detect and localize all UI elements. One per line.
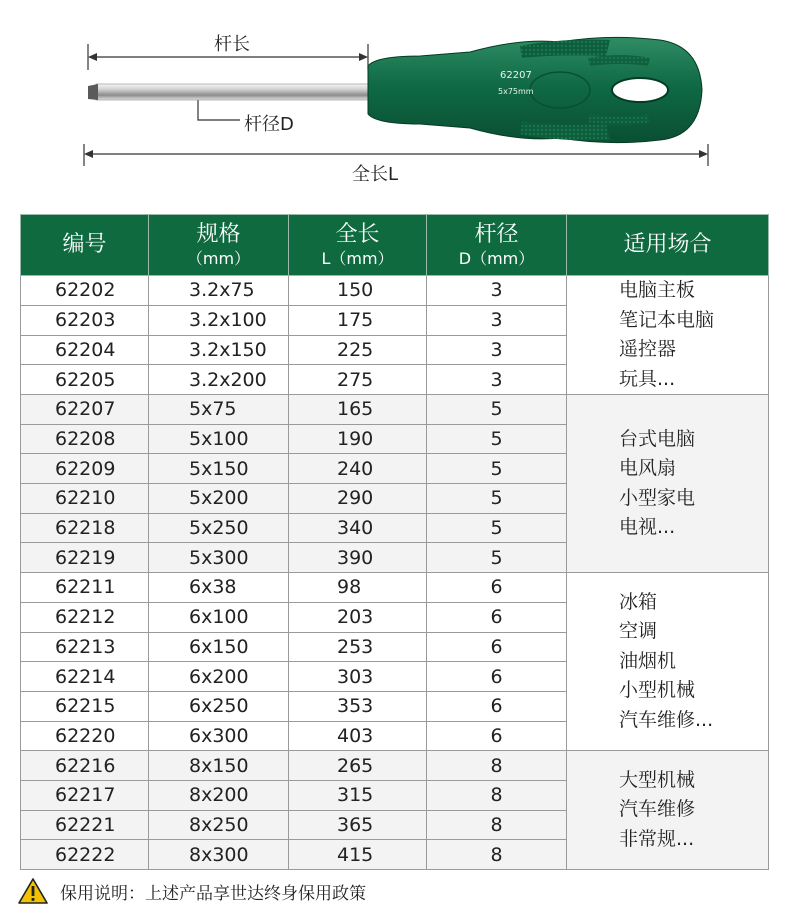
header-diameter [427, 215, 567, 276]
table-row [21, 276, 769, 306]
spec-cell: 6x200 [149, 662, 289, 692]
diameter-cell: 6 [427, 602, 567, 632]
header-main: 适用场合 [623, 231, 712, 257]
header-main: 全长 [335, 221, 380, 247]
diameter-cell: 5 [427, 484, 567, 514]
header-sub: L（mm） [321, 249, 394, 269]
code-cell: 62212 [21, 602, 149, 632]
table-row [21, 751, 769, 781]
spec-cell: 6x38 [149, 573, 289, 603]
length-cell: 225 [289, 335, 427, 365]
diameter-cell: 5 [427, 424, 567, 454]
length-cell: 353 [289, 691, 427, 721]
usage-cell [567, 276, 769, 395]
length-cell: 340 [289, 513, 427, 543]
code-cell: 62204 [21, 335, 149, 365]
usage-item: 非常规... [619, 827, 695, 850]
usage-item: 遥控器 [619, 338, 677, 360]
warning-icon [18, 877, 48, 905]
code-cell: 62215 [21, 691, 149, 721]
header-usage [567, 215, 769, 276]
usage-cell [567, 573, 769, 751]
screwdriver-shaft [88, 84, 368, 100]
spec-cell: 5x150 [149, 454, 289, 484]
spec-cell: 5x75 [149, 395, 289, 425]
length-cell: 365 [289, 810, 427, 840]
length-cell: 175 [289, 305, 427, 335]
length-cell: 253 [289, 632, 427, 662]
diameter-cell: 6 [427, 721, 567, 751]
total-length-label: 全长L [352, 164, 399, 185]
spec-cell: 8x150 [149, 751, 289, 781]
code-cell: 62217 [21, 780, 149, 810]
code-cell: 62202 [21, 276, 149, 306]
usage-item: 空调 [619, 620, 658, 643]
diameter-cell: 5 [427, 543, 567, 573]
code-cell: 62205 [21, 365, 149, 395]
usage-item: 电脑主板 [619, 279, 696, 301]
usage-item: 电视... [619, 516, 676, 539]
screwdriver-handle [368, 37, 702, 142]
handle-spec-text: 5x75mm [498, 87, 534, 96]
spec-cell: 8x200 [149, 780, 289, 810]
spec-cell: 3.2x200 [149, 365, 289, 395]
usage-item: 笔记本电脑 [619, 308, 715, 331]
diameter-cell: 8 [427, 840, 567, 870]
length-cell: 240 [289, 454, 427, 484]
length-cell: 190 [289, 424, 427, 454]
header-sub: D（mm） [458, 249, 535, 269]
table-header [21, 215, 769, 276]
code-cell: 62220 [21, 721, 149, 751]
diameter-cell: 5 [427, 513, 567, 543]
header-spec [149, 215, 289, 276]
spec-cell: 8x250 [149, 810, 289, 840]
spec-cell: 3.2x75 [149, 276, 289, 306]
usage-item: 油烟机 [619, 649, 677, 672]
diameter-cell: 8 [427, 780, 567, 810]
diameter-cell: 6 [427, 573, 567, 603]
spec-cell: 3.2x100 [149, 305, 289, 335]
diameter-cell: 3 [427, 365, 567, 395]
code-cell: 62211 [21, 573, 149, 603]
usage-item: 台式电脑 [619, 427, 696, 450]
diameter-cell: 8 [427, 751, 567, 781]
length-cell: 403 [289, 721, 427, 751]
diameter-cell: 5 [427, 454, 567, 484]
diameter-cell: 3 [427, 305, 567, 335]
length-cell: 415 [289, 840, 427, 870]
code-cell: 62222 [21, 840, 149, 870]
usage-item: 汽车维修... [619, 708, 714, 731]
usage-item: 小型家电 [619, 486, 696, 509]
spec-cell: 5x100 [149, 424, 289, 454]
spec-cell: 3.2x150 [149, 335, 289, 365]
code-cell: 62216 [21, 751, 149, 781]
spec-cell: 8x300 [149, 840, 289, 870]
length-cell: 290 [289, 484, 427, 514]
spec-table [20, 214, 769, 870]
diameter-cell: 6 [427, 662, 567, 692]
usage-cell [567, 751, 769, 870]
handle-model-text: 62207 [500, 70, 532, 81]
usage-item: 汽车维修 [619, 798, 696, 821]
length-cell: 315 [289, 780, 427, 810]
spec-cell: 5x200 [149, 484, 289, 514]
code-cell: 62207 [21, 395, 149, 425]
diameter-cell: 6 [427, 691, 567, 721]
header-length [289, 215, 427, 276]
code-cell: 62219 [21, 543, 149, 573]
table-row [21, 573, 769, 603]
code-cell: 62221 [21, 810, 149, 840]
diameter-cell: 6 [427, 632, 567, 662]
spec-cell: 6x300 [149, 721, 289, 751]
spec-cell: 5x300 [149, 543, 289, 573]
code-cell: 62208 [21, 424, 149, 454]
diameter-cell: 8 [427, 810, 567, 840]
rod-diameter-label: 杆径D [244, 114, 294, 135]
usage-cell [567, 395, 769, 573]
usage-item: 玩具... [619, 367, 676, 390]
header-main: 编号 [62, 231, 107, 257]
header-sub: （mm） [186, 249, 251, 269]
header-main: 杆径 [474, 221, 519, 247]
spec-cell: 6x250 [149, 691, 289, 721]
spec-cell: 6x150 [149, 632, 289, 662]
spec-cell: 5x250 [149, 513, 289, 543]
code-cell: 62203 [21, 305, 149, 335]
length-cell: 303 [289, 662, 427, 692]
length-cell: 275 [289, 365, 427, 395]
length-cell: 150 [289, 276, 427, 306]
code-cell: 62213 [21, 632, 149, 662]
rod-length-label: 杆长 [214, 34, 250, 55]
usage-item: 冰箱 [619, 590, 658, 613]
length-cell: 203 [289, 602, 427, 632]
length-cell: 390 [289, 543, 427, 573]
header-code [21, 215, 149, 276]
diameter-cell: 5 [427, 395, 567, 425]
warranty-text: 保用说明：上述产品享世达终身保用政策 [60, 883, 366, 904]
diameter-cell: 3 [427, 335, 567, 365]
length-cell: 165 [289, 395, 427, 425]
length-cell: 98 [289, 573, 427, 603]
warranty-footer [18, 874, 778, 908]
table-body [21, 276, 769, 870]
usage-item: 小型机械 [619, 679, 696, 702]
spec-cell: 6x100 [149, 602, 289, 632]
hang-hole [612, 78, 668, 102]
usage-item: 大型机械 [619, 768, 696, 791]
length-cell: 265 [289, 751, 427, 781]
table-row [21, 395, 769, 425]
usage-item: 电风扇 [619, 457, 677, 480]
code-cell: 62209 [21, 454, 149, 484]
code-cell: 62210 [21, 484, 149, 514]
code-cell: 62214 [21, 662, 149, 692]
screwdriver-diagram [0, 0, 790, 200]
code-cell: 62218 [21, 513, 149, 543]
header-main: 规格 [196, 221, 241, 247]
diameter-cell: 3 [427, 276, 567, 306]
